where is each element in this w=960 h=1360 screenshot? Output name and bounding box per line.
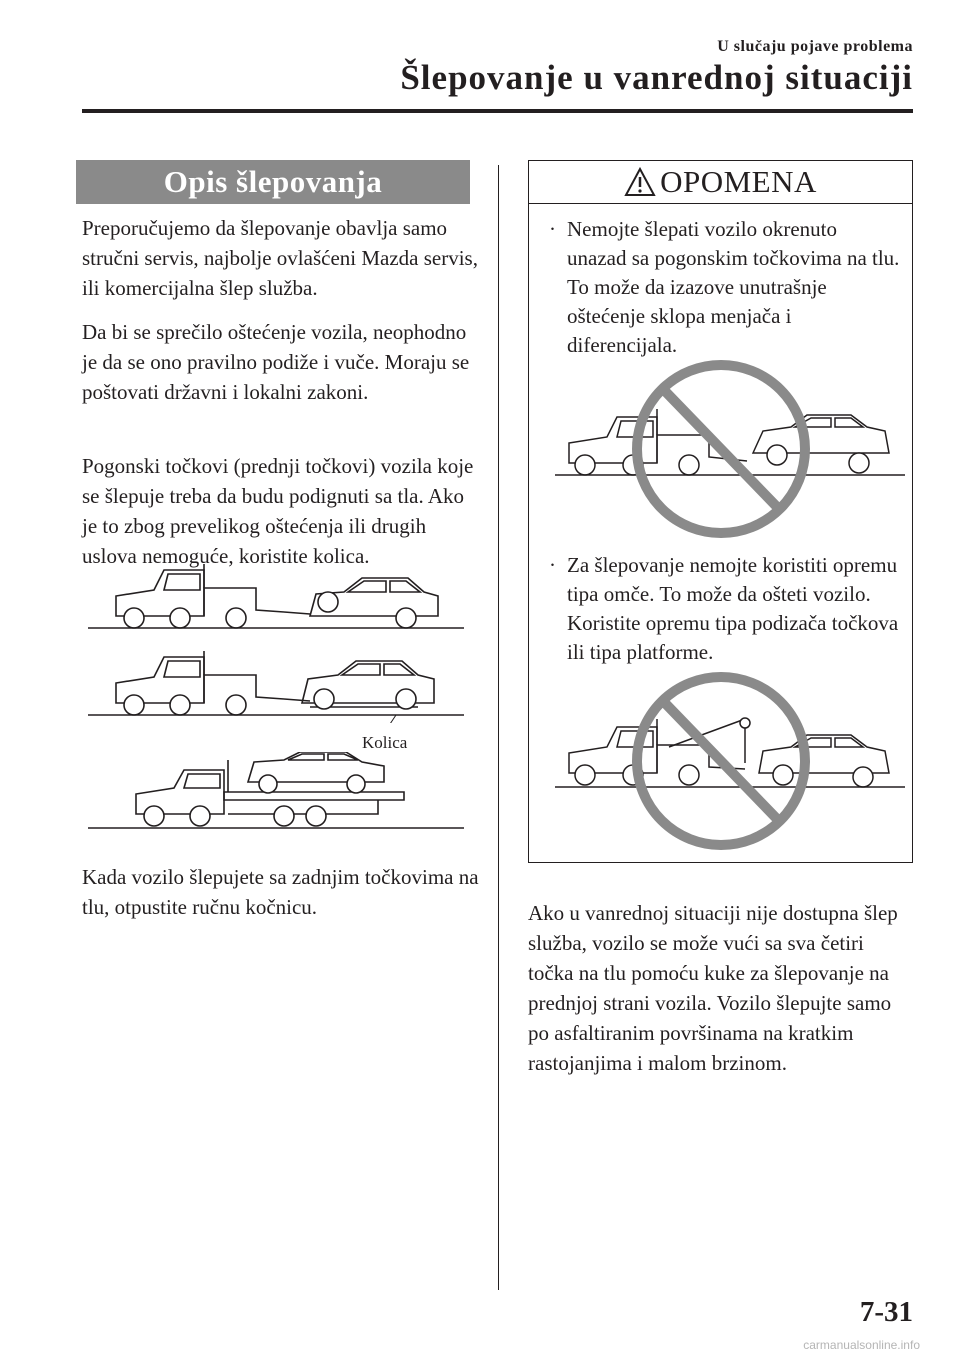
paragraph-emergency-tow: Ako u vanrednoj situaciji nije dostupna šlep služba, vozilo se može vući sa sva četiri točka na tlu pomoću kuke za šlepovanje na prednjoj strani vozila. Vozilo šlepujte samo po asfaltiranim površinama na kratkim rastojanjima i malom brzinom. bbox=[528, 901, 898, 1075]
warning-title: OPOMENA bbox=[660, 164, 817, 199]
prohibited-reverse-tow-illustration bbox=[533, 357, 909, 541]
paragraph-recommendation: Preporučujemo da šlepovanje obavlja samo stručni servis, najbolje ovlašćeni Mazda servis, ili komercijalna šlep služba. bbox=[82, 216, 478, 300]
prohibited-sling-tow-illustration bbox=[533, 667, 909, 851]
warning-box bbox=[528, 160, 913, 863]
watermark: carmanualsonline.info bbox=[803, 1338, 920, 1352]
dolly-label: Kolica bbox=[362, 733, 408, 752]
chapter-title: U slučaju pojave problema bbox=[717, 38, 913, 55]
paragraph-drive-wheels: Pogonski točkovi (prednji točkovi) vozila koje se šlepuje treba da budu podignuti sa tla. Ako je to zbog prevelikog oštećenja ili drugih uslova nemoguće, koristite kolica. bbox=[82, 454, 474, 568]
column-divider bbox=[498, 165, 499, 1290]
dolly-tow-illustration bbox=[88, 645, 464, 723]
warning-header bbox=[529, 161, 912, 204]
bullet-text: Za šlepovanje nemojte koristiti opremu tipa omče. To može da ošteti vozilo. Koristite opremu tipa podizača točkova ili tipa platforme. bbox=[567, 553, 899, 664]
wheel-lift-tow-illustration bbox=[88, 558, 464, 636]
bullet-text: Nemojte šlepati vozilo okrenuto unazad sa pogonskim točkovima na tlu. To može da izazove unutrašnje oštećenje sklopa menjača i diferencijala. bbox=[567, 217, 900, 357]
warning-bullet-reverse-tow bbox=[545, 215, 900, 360]
paragraph-damage-prevention: Da bi se sprečilo oštećenje vozila, neophodno je da se ono pravilno podiže i vuče. Moraju se poštovati državni i lokalni zakoni. bbox=[82, 320, 470, 404]
warning-bullet-sling-tow bbox=[545, 551, 900, 667]
page-number: 7-31 bbox=[859, 1296, 913, 1328]
section-title: Opis šlepovanja bbox=[76, 160, 470, 204]
bullet-dot-icon: · bbox=[549, 553, 556, 577]
paragraph-parking-brake: Kada vozilo šlepujete sa zadnjim točkovima na tlu, otpustite ručnu kočnicu. bbox=[82, 865, 479, 919]
flatbed-tow-illustration bbox=[88, 752, 464, 834]
header-rule bbox=[82, 109, 913, 113]
page-title: Šlepovanje u vanrednoj situaciji bbox=[400, 58, 913, 97]
warning-triangle-icon bbox=[624, 167, 656, 197]
bullet-dot-icon: · bbox=[549, 217, 556, 241]
